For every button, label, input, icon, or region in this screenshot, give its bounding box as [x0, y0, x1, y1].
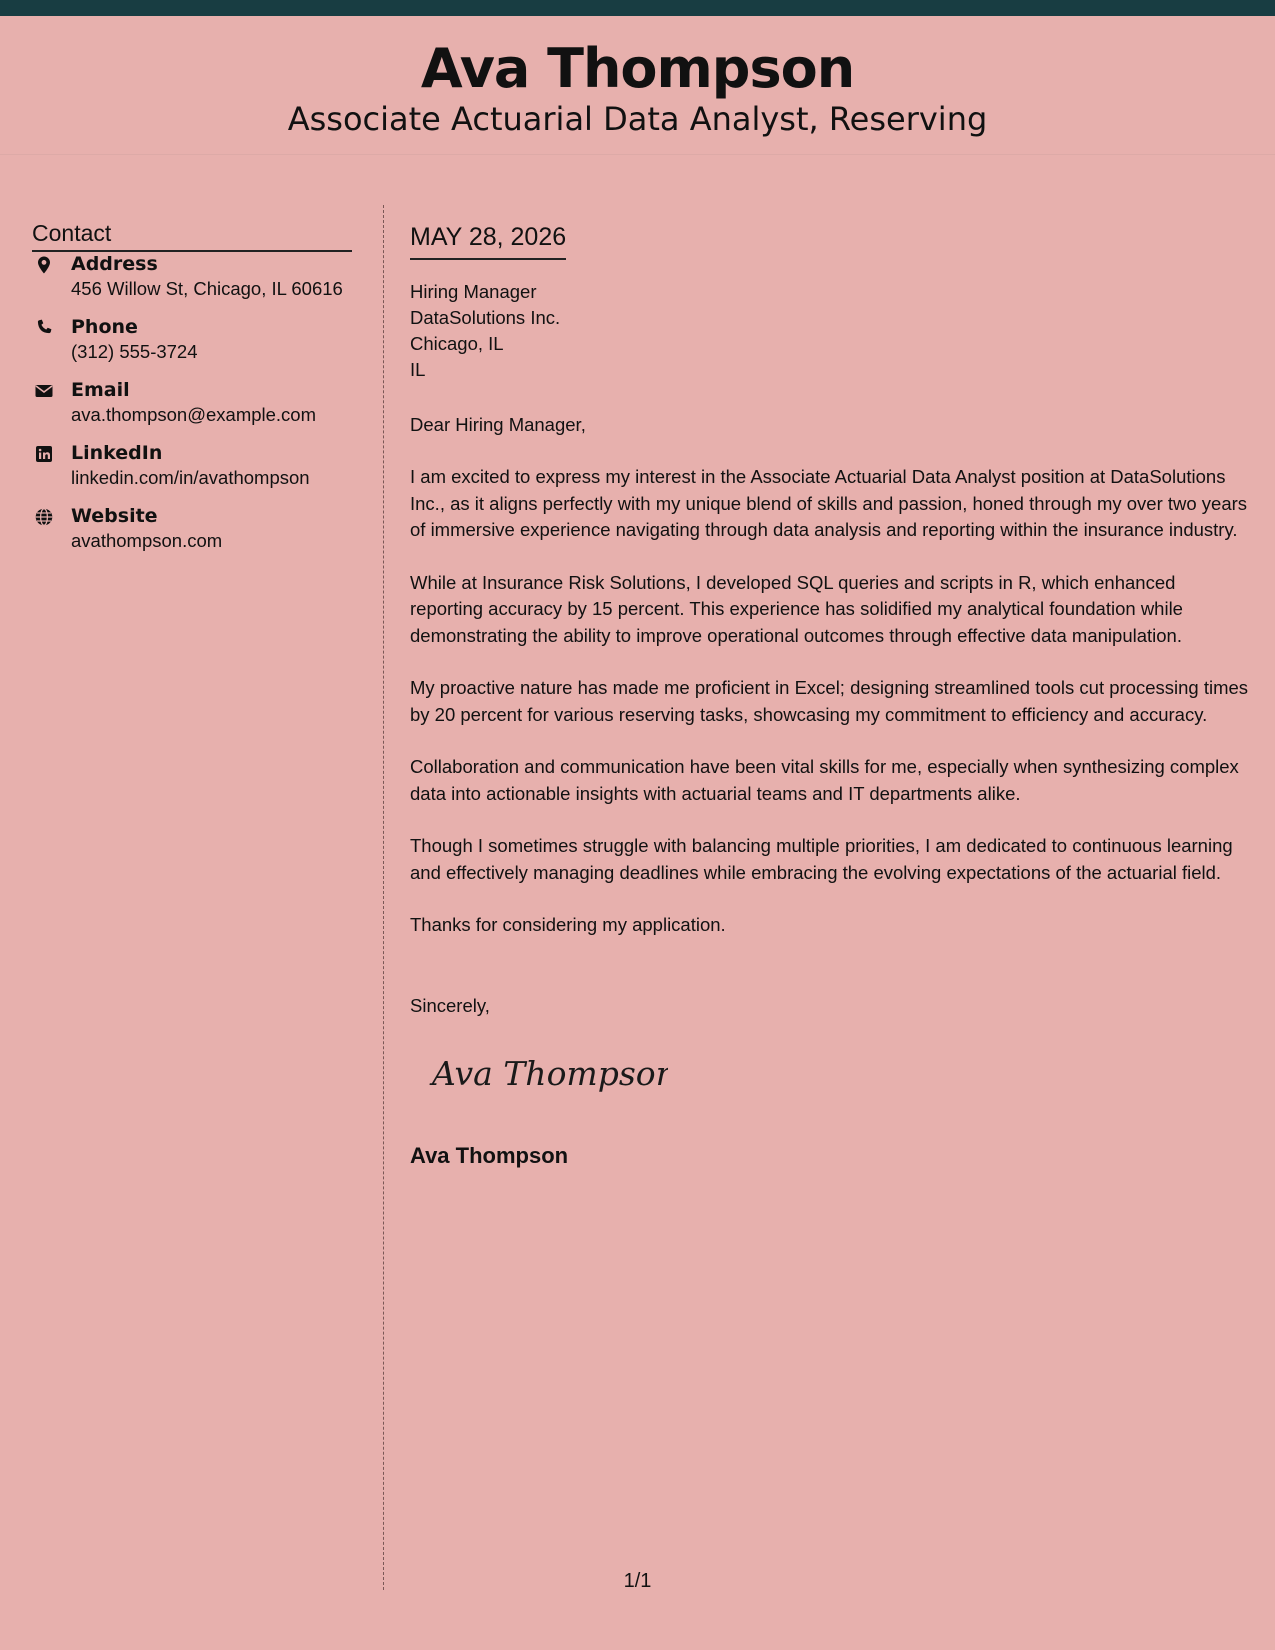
contact-value: avathompson.com — [71, 530, 223, 551]
letter-paragraph: My proactive nature has made me proficient in Excel; designing streamlined tools cut processing times by 20 percent for various reserving tasks, showcasing my commitment to efficiency and accuracy. — [410, 677, 1249, 725]
contact-heading: Contact — [32, 218, 352, 252]
recipient-line: IL — [410, 359, 426, 380]
contact-label: Email — [71, 379, 130, 401]
letter-paragraph: I am excited to express my interest in the Associate Actuarial Data Analyst position at DataSolutions Inc., as it aligns perfectly with my unique blend of skills and passion, honed through my over two years of immersive experience navigating through data analysis and reporting within the insurance industry. — [410, 466, 1248, 540]
globe-icon — [34, 507, 54, 527]
linkedin-icon — [34, 444, 54, 464]
signer-name: Ava Thompson — [410, 1142, 569, 1168]
applicant-name: Ava Thompson — [420, 37, 855, 100]
recipient-line: DataSolutions Inc. — [410, 307, 561, 328]
signature-text: Ava Thompson — [432, 1053, 668, 1093]
contact-linkedin — [32, 441, 352, 504]
letter-paragraph: Collaboration and communication have been vital skills for me, especially when synthesizing complex data into actionable insights with actuarial teams and IT departments alike. — [410, 756, 1239, 804]
map-pin-icon — [34, 255, 54, 275]
contact-value: (312) 555-3724 — [71, 341, 198, 362]
contact-value: linkedin.com/in/avathompson — [71, 467, 310, 488]
contact-label: Website — [71, 505, 158, 527]
closing: Sincerely, — [410, 994, 490, 1016]
page-header — [0, 16, 1275, 155]
letter-date: MAY 28, 2026 — [410, 220, 566, 260]
contact-label: LinkedIn — [71, 442, 163, 464]
column-divider — [383, 205, 384, 1590]
letter-body — [410, 220, 1250, 1170]
job-title: Associate Actuarial Data Analyst, Reserving — [287, 100, 988, 138]
letter-paragraph: While at Insurance Risk Solutions, I developed SQL queries and scripts in R, which enhanced reporting accuracy by 15 percent. This experience has solidified my analytical foundation while demonstrating the ability to improve operational outcomes through effective data manipulation. — [410, 571, 1183, 646]
contact-phone — [32, 315, 352, 378]
salutation: Dear Hiring Manager, — [410, 414, 586, 435]
recipient-block — [410, 279, 1250, 383]
contact-website — [32, 504, 352, 567]
contact-value: ava.thompson@example.com — [71, 404, 317, 425]
contact-value: 456 Willow St, Chicago, IL 60616 — [71, 278, 343, 299]
recipient-line: Chicago, IL — [410, 333, 504, 354]
handwritten-signature — [428, 1047, 668, 1099]
contact-sidebar — [32, 218, 352, 567]
page-number: 1/1 — [623, 1570, 652, 1592]
letter-paragraph: Though I sometimes struggle with balancing multiple priorities, I am dedicated to continuous learning and effectively managing deadlines while embracing the evolving expectations of the actuarial field. — [410, 835, 1233, 883]
phone-icon — [34, 318, 54, 338]
top-accent-bar — [0, 0, 1275, 16]
recipient-line: Hiring Manager — [410, 281, 537, 302]
contact-email — [32, 378, 352, 441]
contact-label: Address — [71, 253, 158, 275]
contact-label: Phone — [71, 316, 138, 338]
envelope-icon — [34, 381, 54, 401]
contact-address — [32, 252, 352, 315]
letter-paragraph: Thanks for considering my application. — [410, 914, 726, 935]
